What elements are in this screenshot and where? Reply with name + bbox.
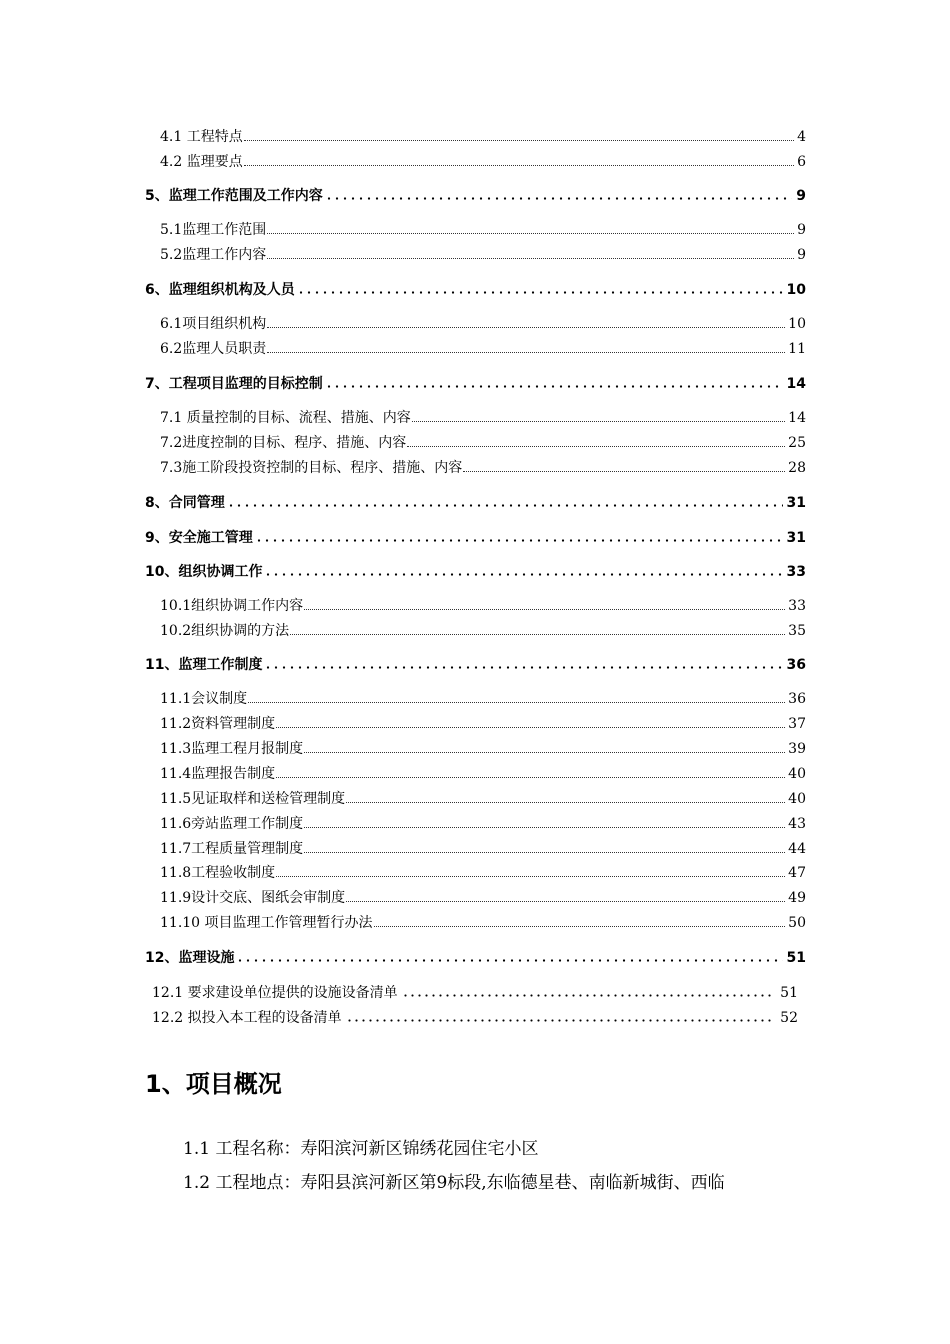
toc-entry[interactable] <box>160 315 806 333</box>
toc-entry[interactable] <box>160 914 806 932</box>
dot-leader <box>346 802 785 803</box>
dot-leader <box>304 752 785 753</box>
toc-entry[interactable] <box>160 128 806 146</box>
toc-chapter-entry[interactable] <box>145 528 806 548</box>
toc-entry-label: 11.1会议制度 <box>160 691 248 707</box>
toc-entry-page: 49 <box>788 890 806 906</box>
toc-chapter-entry[interactable] <box>145 186 806 206</box>
dot-leader <box>374 926 786 927</box>
toc-entry[interactable] <box>160 840 806 858</box>
toc-entry-page: 14 <box>788 410 806 426</box>
toc-entry-page: 50 <box>788 915 806 931</box>
dot-leader <box>290 634 785 635</box>
toc-entry-label: 5、监理工作范围及工作内容 <box>145 188 323 204</box>
toc-entry-page: 40 <box>788 766 806 782</box>
toc-entry-label: 11.5见证取样和送检管理制度 <box>160 791 346 807</box>
toc-entry-page: 33 <box>788 598 806 614</box>
toc-entry-page: 36 <box>788 691 806 707</box>
dot-leader <box>267 352 785 353</box>
dot-leader <box>236 959 782 962</box>
toc-entry[interactable] <box>152 1009 798 1027</box>
toc-chapter-entry[interactable] <box>145 562 806 582</box>
toc-entry-page: 28 <box>788 460 806 476</box>
toc-entry-page: 51 <box>780 985 798 1001</box>
toc-entry-label: 11.3监理工程月报制度 <box>160 741 304 757</box>
toc-entry-page: 36 <box>786 657 806 673</box>
dot-leader <box>463 471 785 472</box>
toc-entry-page: 31 <box>786 530 806 546</box>
toc-entry-label: 10、组织协调工作 <box>145 564 263 580</box>
toc-entry-label: 11.2资料管理制度 <box>160 716 276 732</box>
toc-entry-page: 9 <box>797 247 806 263</box>
toc-entry-label: 8、合同管理 <box>145 495 225 511</box>
toc-entry-label: 7.3施工阶段投资控制的目标、程序、措施、内容 <box>160 460 463 476</box>
toc-entry-label: 11.10 项目监理工作管理暂行办法 <box>160 915 373 931</box>
toc-entry[interactable] <box>160 790 806 808</box>
toc-entry-label: 11.4监理报告制度 <box>160 766 276 782</box>
toc-entry-label: 5.2监理工作内容 <box>160 247 267 263</box>
dot-leader <box>346 901 785 902</box>
toc-chapter-entry[interactable] <box>145 948 806 968</box>
toc-entry[interactable] <box>160 153 806 171</box>
dot-leader <box>297 291 783 294</box>
project-name-line: 1.1 工程名称：寿阳滨河新区锦绣花园住宅小区 <box>183 1139 539 1159</box>
toc-entry-label: 4.1 工程特点 <box>160 129 243 145</box>
toc-entry-label: 6.1项目组织机构 <box>160 316 267 332</box>
toc-entry-label: 7.1 质量控制的目标、流程、措施、内容 <box>160 410 411 426</box>
toc-entry[interactable] <box>160 715 806 733</box>
toc-chapter-entry[interactable] <box>145 655 806 675</box>
toc-entry-page: 31 <box>786 495 806 511</box>
dot-leader <box>276 777 785 778</box>
toc-entry-page: 9 <box>796 188 806 204</box>
toc-entry-page: 40 <box>788 791 806 807</box>
dot-leader <box>244 140 794 141</box>
toc-entry[interactable] <box>160 597 806 615</box>
toc-entry[interactable] <box>160 221 806 239</box>
dot-leader <box>325 385 783 388</box>
dot-leader <box>304 852 785 853</box>
toc-entry-page: 4 <box>797 129 806 145</box>
toc-entry[interactable] <box>160 815 806 833</box>
toc-entry-label: 10.2组织协调的方法 <box>160 623 290 639</box>
toc-entry[interactable] <box>160 434 806 452</box>
toc-entry-page: 47 <box>788 865 806 881</box>
dot-leader <box>346 1019 775 1022</box>
dot-leader <box>267 327 785 328</box>
toc-chapter-entry[interactable] <box>145 280 806 300</box>
dot-leader <box>412 421 785 422</box>
toc-entry-label: 11.9设计交底、图纸会审制度 <box>160 890 346 906</box>
dot-leader <box>244 165 794 166</box>
toc-entry[interactable] <box>152 984 798 1002</box>
toc-entry-page: 25 <box>788 435 806 451</box>
toc-entry-label: 6、监理组织机构及人员 <box>145 282 295 298</box>
toc-entry-page: 39 <box>788 741 806 757</box>
toc-entry-label: 6.2监理人员职责 <box>160 341 267 357</box>
dot-leader <box>304 609 785 610</box>
dot-leader <box>264 666 782 669</box>
toc-entry-page: 6 <box>797 154 806 170</box>
toc-chapter-entry[interactable] <box>145 493 806 513</box>
project-location-line: 1.2 工程地点：寿阳县滨河新区第9标段,东临德星巷、南临新城街、西临 <box>183 1173 725 1193</box>
toc-entry-page: 37 <box>788 716 806 732</box>
toc-entry-label: 11.7工程质量管理制度 <box>160 841 304 857</box>
toc-entry-page: 52 <box>780 1010 798 1026</box>
dot-leader <box>227 504 783 507</box>
toc-entry[interactable] <box>160 246 806 264</box>
toc-entry[interactable] <box>160 740 806 758</box>
section-heading: 1、项目概况 <box>145 1070 282 1098</box>
toc-entry-label: 12.2 拟投入本工程的设备清单 <box>152 1010 342 1026</box>
dot-leader <box>248 702 785 703</box>
toc-entry-page: 33 <box>786 564 806 580</box>
toc-entry-page: 35 <box>788 623 806 639</box>
toc-entry[interactable] <box>160 340 806 358</box>
dot-leader <box>402 994 775 997</box>
toc-entry[interactable] <box>160 409 806 427</box>
dot-leader <box>276 727 785 728</box>
toc-entry-page: 9 <box>797 222 806 238</box>
toc-entry[interactable] <box>160 765 806 783</box>
dot-leader <box>264 573 782 576</box>
toc-entry[interactable] <box>160 622 806 640</box>
toc-entry-page: 44 <box>788 841 806 857</box>
toc-entry-label: 9、安全施工管理 <box>145 530 253 546</box>
toc-entry-label: 7.2进度控制的目标、程序、措施、内容 <box>160 435 407 451</box>
toc-entry-label: 12.1 要求建设单位提供的设施设备清单 <box>152 985 398 1001</box>
toc-entry-label: 11.8工程验收制度 <box>160 865 276 881</box>
toc-entry[interactable] <box>160 459 806 477</box>
dot-leader <box>325 197 793 200</box>
toc-entry-page: 14 <box>786 376 806 392</box>
dot-leader <box>276 876 785 877</box>
toc-entry-label: 11.6旁站监理工作制度 <box>160 816 304 832</box>
toc-entry-label: 5.1监理工作范围 <box>160 222 267 238</box>
toc-entry[interactable] <box>160 690 806 708</box>
toc-entry-label: 7、工程项目监理的目标控制 <box>145 376 323 392</box>
toc-entry-label: 4.2 监理要点 <box>160 154 243 170</box>
toc-entry[interactable] <box>160 889 806 907</box>
dot-leader <box>407 446 785 447</box>
toc-entry-label: 11、监理工作制度 <box>145 657 263 673</box>
toc-chapter-entry[interactable] <box>145 374 806 394</box>
toc-entry[interactable] <box>160 864 806 882</box>
toc-entry-label: 10.1组织协调工作内容 <box>160 598 304 614</box>
toc-entry-page: 51 <box>786 950 806 966</box>
dot-leader <box>267 233 794 234</box>
toc-entry-page: 10 <box>788 316 806 332</box>
dot-leader <box>255 539 783 542</box>
dot-leader <box>304 827 785 828</box>
toc-entry-page: 11 <box>788 341 806 357</box>
toc-entry-page: 10 <box>786 282 806 298</box>
toc-entry-page: 43 <box>788 816 806 832</box>
toc-entry-label: 12、监理设施 <box>145 950 235 966</box>
dot-leader <box>267 258 794 259</box>
